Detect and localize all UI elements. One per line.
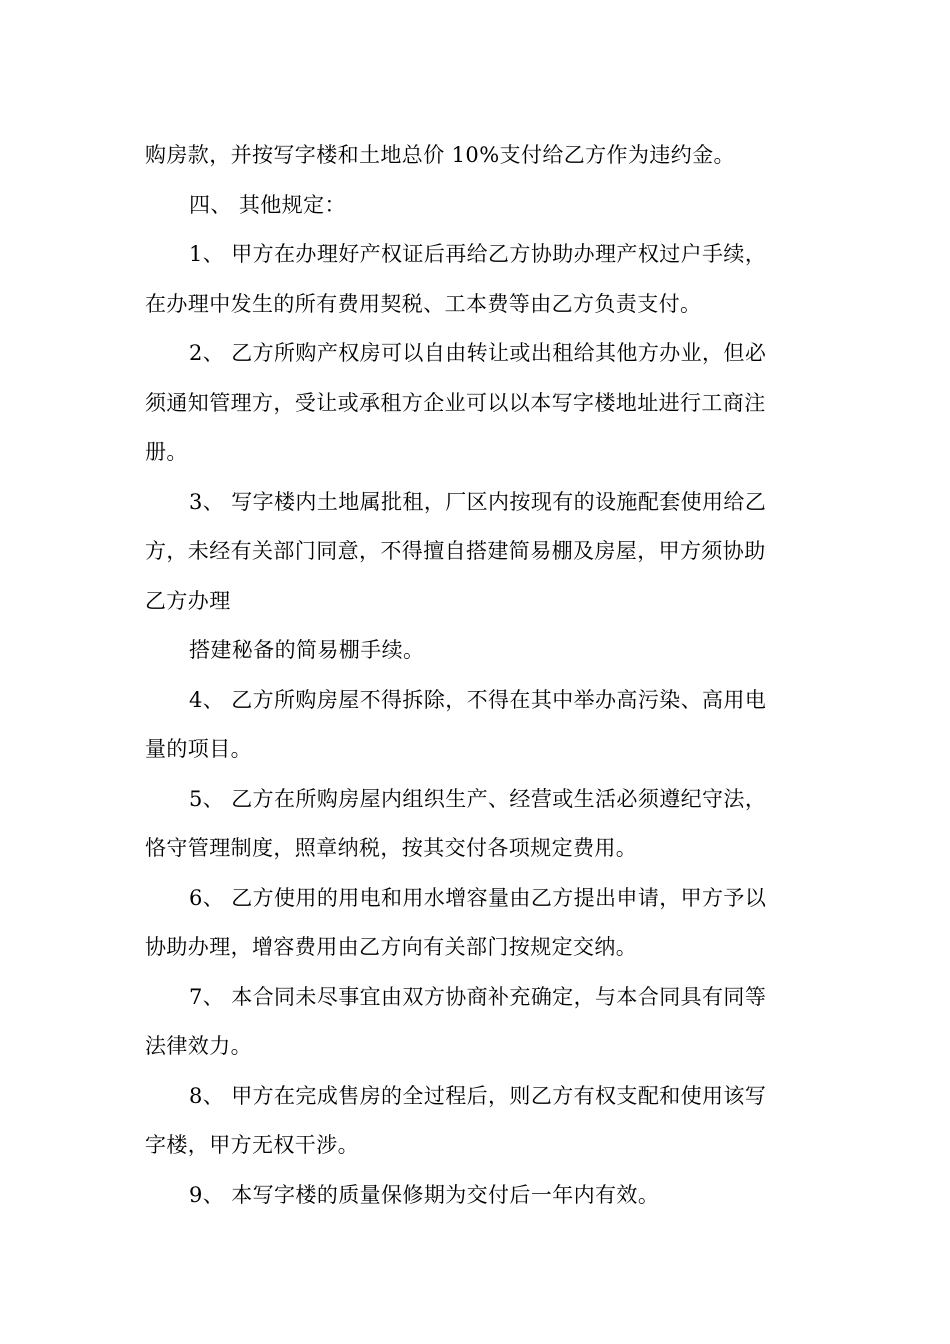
clause-line: 9、 本写字楼的质量保修期为交付后一年内有效。: [189, 1182, 660, 1207]
text-line: 恪守管理制度，照章纳税，按其交付各项规定费用。: [145, 836, 638, 860]
text-line: 协助办理，增容费用由乙方向有关部门按规定交纳。: [145, 935, 638, 959]
text-line: 乙方办理: [145, 588, 231, 613]
section-heading: 四、 其他规定：: [189, 192, 346, 217]
text-line: 须通知管理方，受让或承租方企业可以以本写字楼地址进行工商注: [145, 390, 766, 415]
clause-line: 1、 甲方在办理好产权证后再给乙方协助办理产权过户手续，: [189, 242, 767, 266]
document-body: [145, 131, 807, 1220]
clause-line: 8、 甲方在完成售房的全过程后，则乙方有权支配和使用该写: [189, 1083, 767, 1108]
clause-line: 5、 乙方在所购房屋内组织生产、经营或生活必须遵纪守法，: [189, 786, 767, 811]
text-line: 字楼，甲方无权干涉。: [145, 1133, 359, 1157]
text-line: 在办理中发生的所有费用契税、工本费等由乙方负责支付。: [145, 291, 702, 316]
text-line: 购房款，并按写字楼和土地总价 10%支付给乙方作为违约金。: [145, 143, 735, 167]
clause-line: 3、 写字楼内土地属批租，厂区内按现有的设施配套使用给乙: [189, 489, 767, 514]
text-line: 册。: [145, 440, 188, 464]
text-line: 法律效力。: [145, 1034, 252, 1058]
text-line: 搭建秘备的简易棚手续。: [189, 638, 425, 662]
text-line: 方，未经有关部门同意，不得擅自搭建简易棚及房屋，甲方须协助: [145, 539, 766, 563]
clause-line: 2、 乙方所购产权房可以自由转让或出租给其他方办业，但必: [189, 341, 767, 365]
clause-line: 7、 本合同未尽事宜由双方协商补充确定，与本合同具有同等: [189, 984, 767, 1009]
clause-line: 6、 乙方使用的用电和用水增容量由乙方提出申请，甲方予以: [189, 885, 767, 910]
clause-line: 4、 乙方所购房屋不得拆除，不得在其中举办高污染、高用电: [189, 687, 767, 712]
text-line: 量的项目。: [145, 737, 252, 761]
